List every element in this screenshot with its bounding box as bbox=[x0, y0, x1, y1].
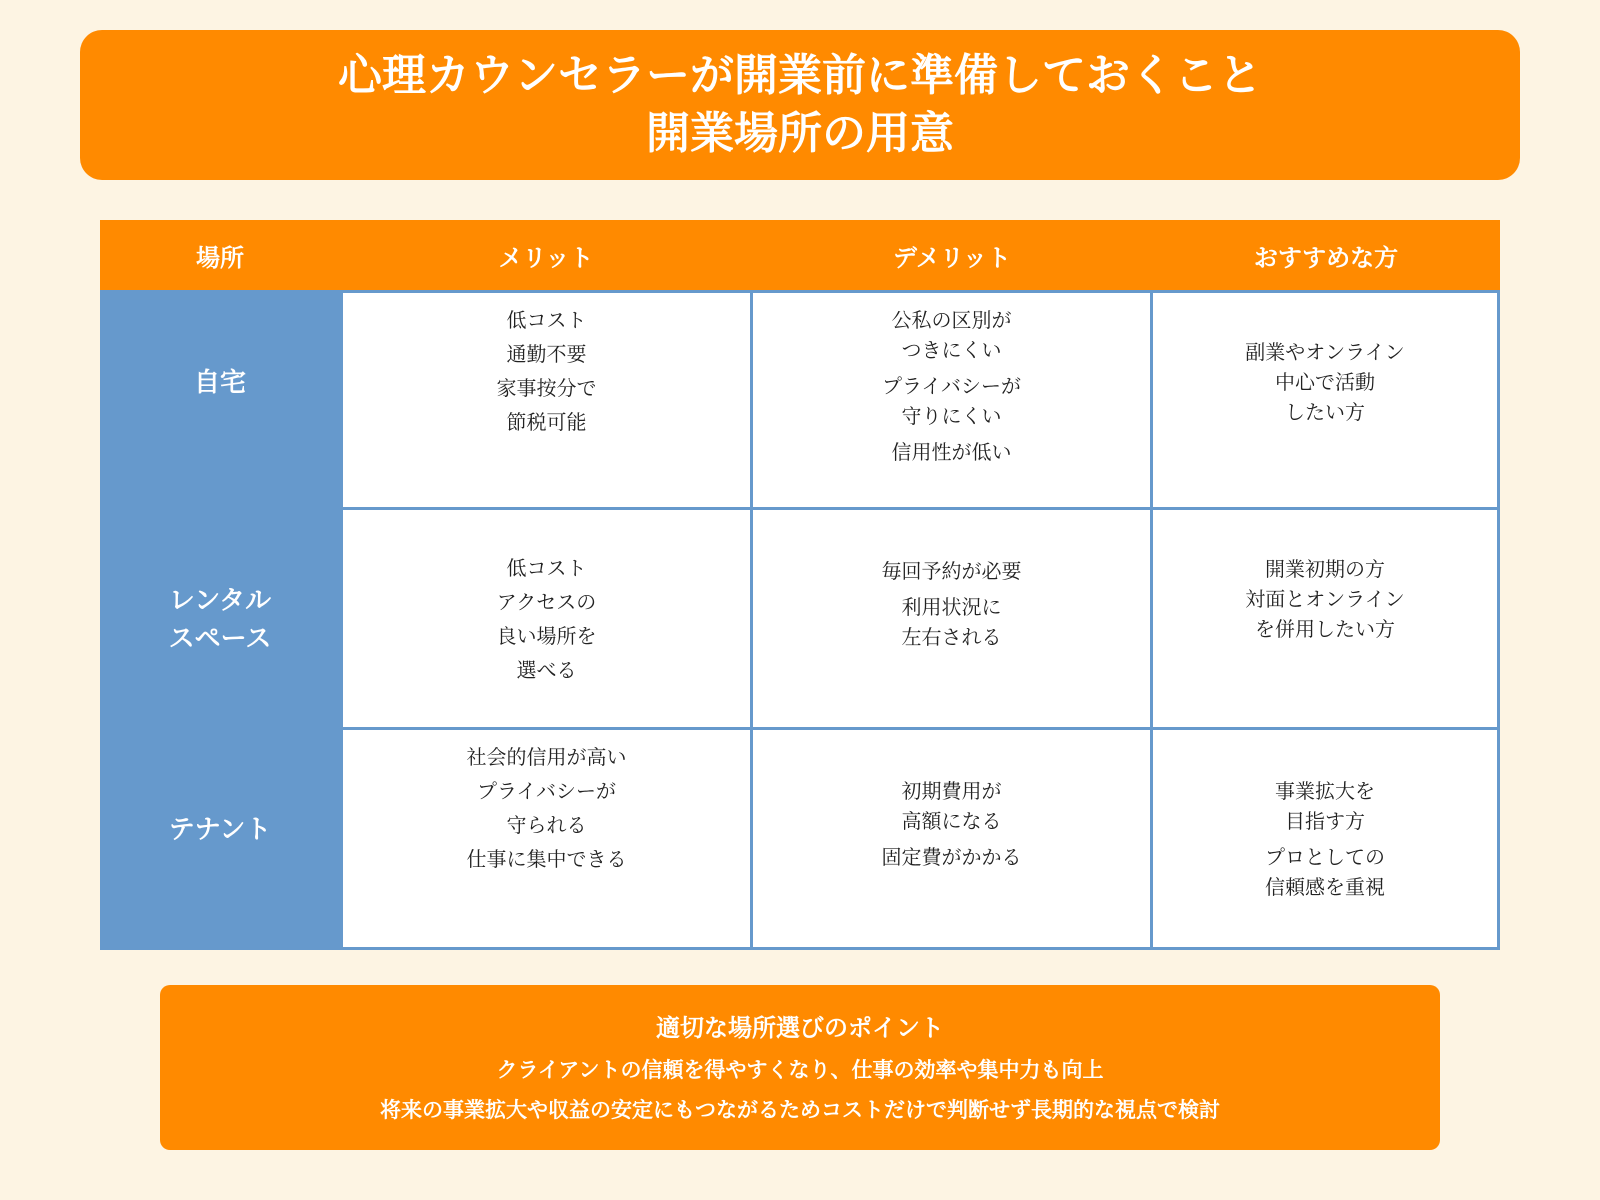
cell-tenant-recommended bbox=[1153, 730, 1497, 947]
demerit-item: 利用状況に 左右される bbox=[901, 595, 1002, 649]
place-tenant: テナント bbox=[168, 815, 272, 845]
table-body bbox=[340, 290, 1500, 950]
cell-home-recommended: 副業やオンライン 中心で活動 したい方 bbox=[1153, 293, 1497, 507]
page-title: 心理カウンセラーが開業前に準備しておくこと bbox=[338, 50, 1262, 101]
header-demerit: デメリット bbox=[892, 243, 1012, 272]
demerit-item: プライバシーが 守りにくい bbox=[882, 374, 1021, 428]
cell-home-demerit bbox=[753, 293, 1150, 507]
comparison-table bbox=[100, 220, 1500, 950]
cell-rental-demerit bbox=[753, 510, 1150, 727]
header-recommended: おすすめな方 bbox=[1253, 243, 1399, 272]
demerit-item: 固定費がかかる bbox=[881, 845, 1022, 869]
header-place: 場所 bbox=[196, 243, 244, 272]
demerit-item: 初期費用が 高額になる bbox=[901, 779, 1002, 833]
title-banner bbox=[80, 30, 1520, 180]
points-line-2: 将来の事業拡大や収益の安定にもつながるためコストだけで判断せず長期的な視点で検討 bbox=[380, 1097, 1220, 1122]
demerit-item: 公私の区別が つきにくい bbox=[891, 308, 1012, 362]
demerit-item: 信用性が低い bbox=[891, 440, 1012, 464]
place-column bbox=[100, 290, 340, 950]
cell-tenant-merit: 社会的信用が高い プライバシーが 守られる 仕事に集中できる bbox=[343, 730, 750, 947]
table-header-row bbox=[100, 220, 1500, 290]
points-title: 適切な場所選びのポイント bbox=[656, 1013, 944, 1042]
place-home: 自宅 bbox=[193, 368, 246, 398]
cell-home-merit: 低コスト 通勤不要 家事按分で 節税可能 bbox=[343, 293, 750, 507]
cell-rental-recommended: 開業初期の方 対面とオンライン を併用したい方 bbox=[1153, 510, 1497, 727]
cell-rental-merit: 低コスト アクセスの 良い場所を 選べる bbox=[343, 510, 750, 727]
recommended-item: プロとしての 信頼感を重視 bbox=[1265, 845, 1385, 899]
points-line-1: クライアントの信頼を得やすくなり、仕事の効率や集中力も向上 bbox=[496, 1057, 1104, 1082]
demerit-item: 毎回予約が必要 bbox=[881, 559, 1022, 583]
page-subtitle: 開業場所の用意 bbox=[646, 108, 954, 159]
header-merit: メリット bbox=[498, 243, 594, 272]
recommended-item: 事業拡大を 目指す方 bbox=[1275, 779, 1375, 833]
place-rental-space: レンタル スペース bbox=[168, 586, 272, 654]
selection-points-box bbox=[160, 985, 1440, 1150]
cell-tenant-demerit bbox=[753, 730, 1150, 947]
